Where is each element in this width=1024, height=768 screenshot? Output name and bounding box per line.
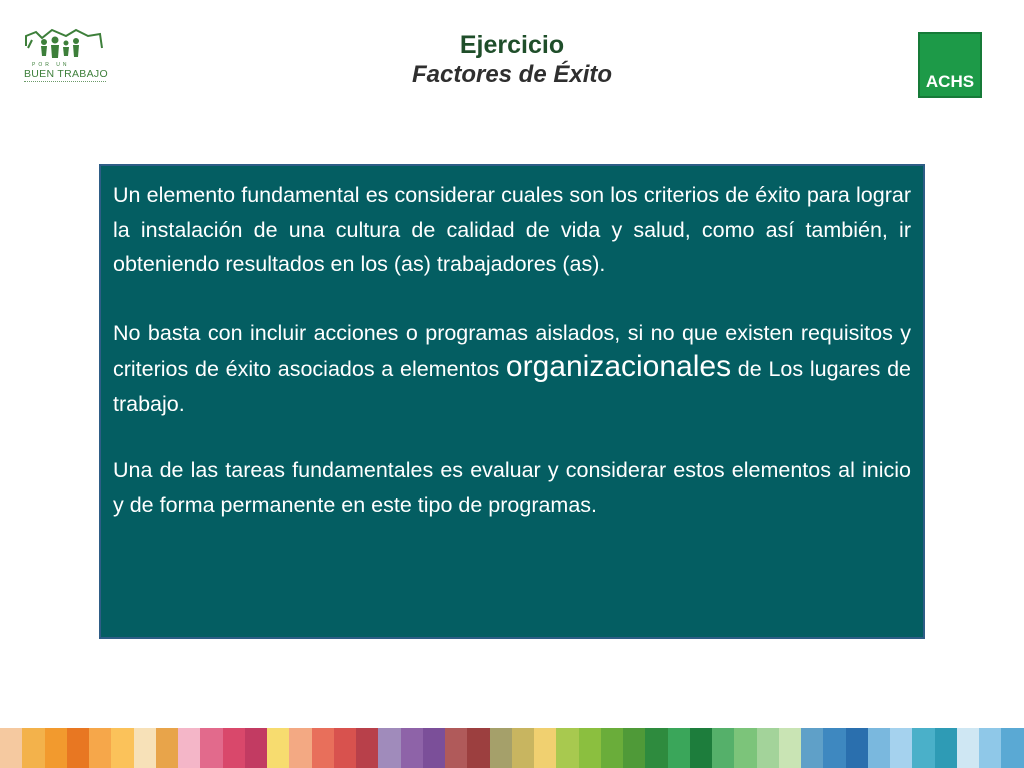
color-stripe — [846, 728, 868, 768]
color-stripe — [645, 728, 667, 768]
color-stripe — [890, 728, 912, 768]
color-stripe — [467, 728, 489, 768]
color-stripe — [668, 728, 690, 768]
color-stripe — [378, 728, 400, 768]
color-stripe — [401, 728, 423, 768]
decorative-color-stripes — [0, 728, 1024, 768]
color-stripe — [445, 728, 467, 768]
color-stripe — [512, 728, 534, 768]
color-stripe — [556, 728, 578, 768]
color-stripe — [868, 728, 890, 768]
color-stripe — [690, 728, 712, 768]
paragraph-3: Una de las tareas fundamentales es evaluar y considerar estos elementos al inicio y de forma permanente en este tipo de programas. — [113, 458, 911, 517]
slide-title: Ejercicio — [459, 31, 565, 59]
color-stripe — [1001, 728, 1023, 768]
color-stripe — [979, 728, 1001, 768]
paragraph-2 — [113, 316, 911, 422]
paragraph-2-emphasis: organizacionales — [505, 350, 732, 383]
color-stripe — [156, 728, 178, 768]
color-stripe — [312, 728, 334, 768]
color-stripe — [423, 728, 445, 768]
color-stripe — [45, 728, 67, 768]
family-house-icon — [22, 26, 108, 66]
color-stripe — [779, 728, 801, 768]
color-stripe — [134, 728, 156, 768]
color-stripe — [200, 728, 222, 768]
color-stripe — [490, 728, 512, 768]
color-stripe — [22, 728, 44, 768]
color-stripe — [356, 728, 378, 768]
color-stripe — [801, 728, 823, 768]
slide-header — [312, 30, 712, 90]
por-un-buen-trabajo-logo — [22, 26, 108, 88]
color-stripe — [957, 728, 979, 768]
color-stripe — [579, 728, 601, 768]
color-stripe — [223, 728, 245, 768]
color-stripe — [178, 728, 200, 768]
color-stripe — [734, 728, 756, 768]
paragraph-2-end: de Los lugares de trabajo. — [113, 357, 911, 416]
content-box — [99, 164, 925, 639]
color-stripe — [712, 728, 734, 768]
color-stripe — [912, 728, 934, 768]
achs-logo — [918, 32, 982, 98]
color-stripe — [267, 728, 289, 768]
color-stripe — [534, 728, 556, 768]
logo-underline — [24, 81, 106, 84]
logo-name: BUEN TRABAJO — [24, 68, 108, 80]
color-stripe — [601, 728, 623, 768]
color-stripe — [289, 728, 311, 768]
achs-logo-text: ACHS — [925, 72, 975, 91]
paragraph-2-start: No basta con incluir acciones o programas aislados, si no que existen requisitos y criterios de éxito asociados a elementos — [113, 320, 911, 381]
color-stripe — [935, 728, 957, 768]
color-stripe — [0, 728, 22, 768]
color-stripe — [67, 728, 89, 768]
color-stripe — [334, 728, 356, 768]
color-stripe — [823, 728, 845, 768]
paragraph-1: Un elemento fundamental es considerar cuales son los criterios de éxito para lograr la instalación de una cultura de calidad de vida y salud, como así también, ir obteniendo resultados en los (as) trabajadores (as). — [113, 183, 911, 276]
color-stripe — [623, 728, 645, 768]
logo-tagline: POR UN — [32, 62, 70, 68]
color-stripe — [89, 728, 111, 768]
color-stripe — [111, 728, 133, 768]
color-stripe — [245, 728, 267, 768]
color-stripe — [757, 728, 779, 768]
slide-subtitle: Factores de Éxito — [411, 61, 613, 88]
